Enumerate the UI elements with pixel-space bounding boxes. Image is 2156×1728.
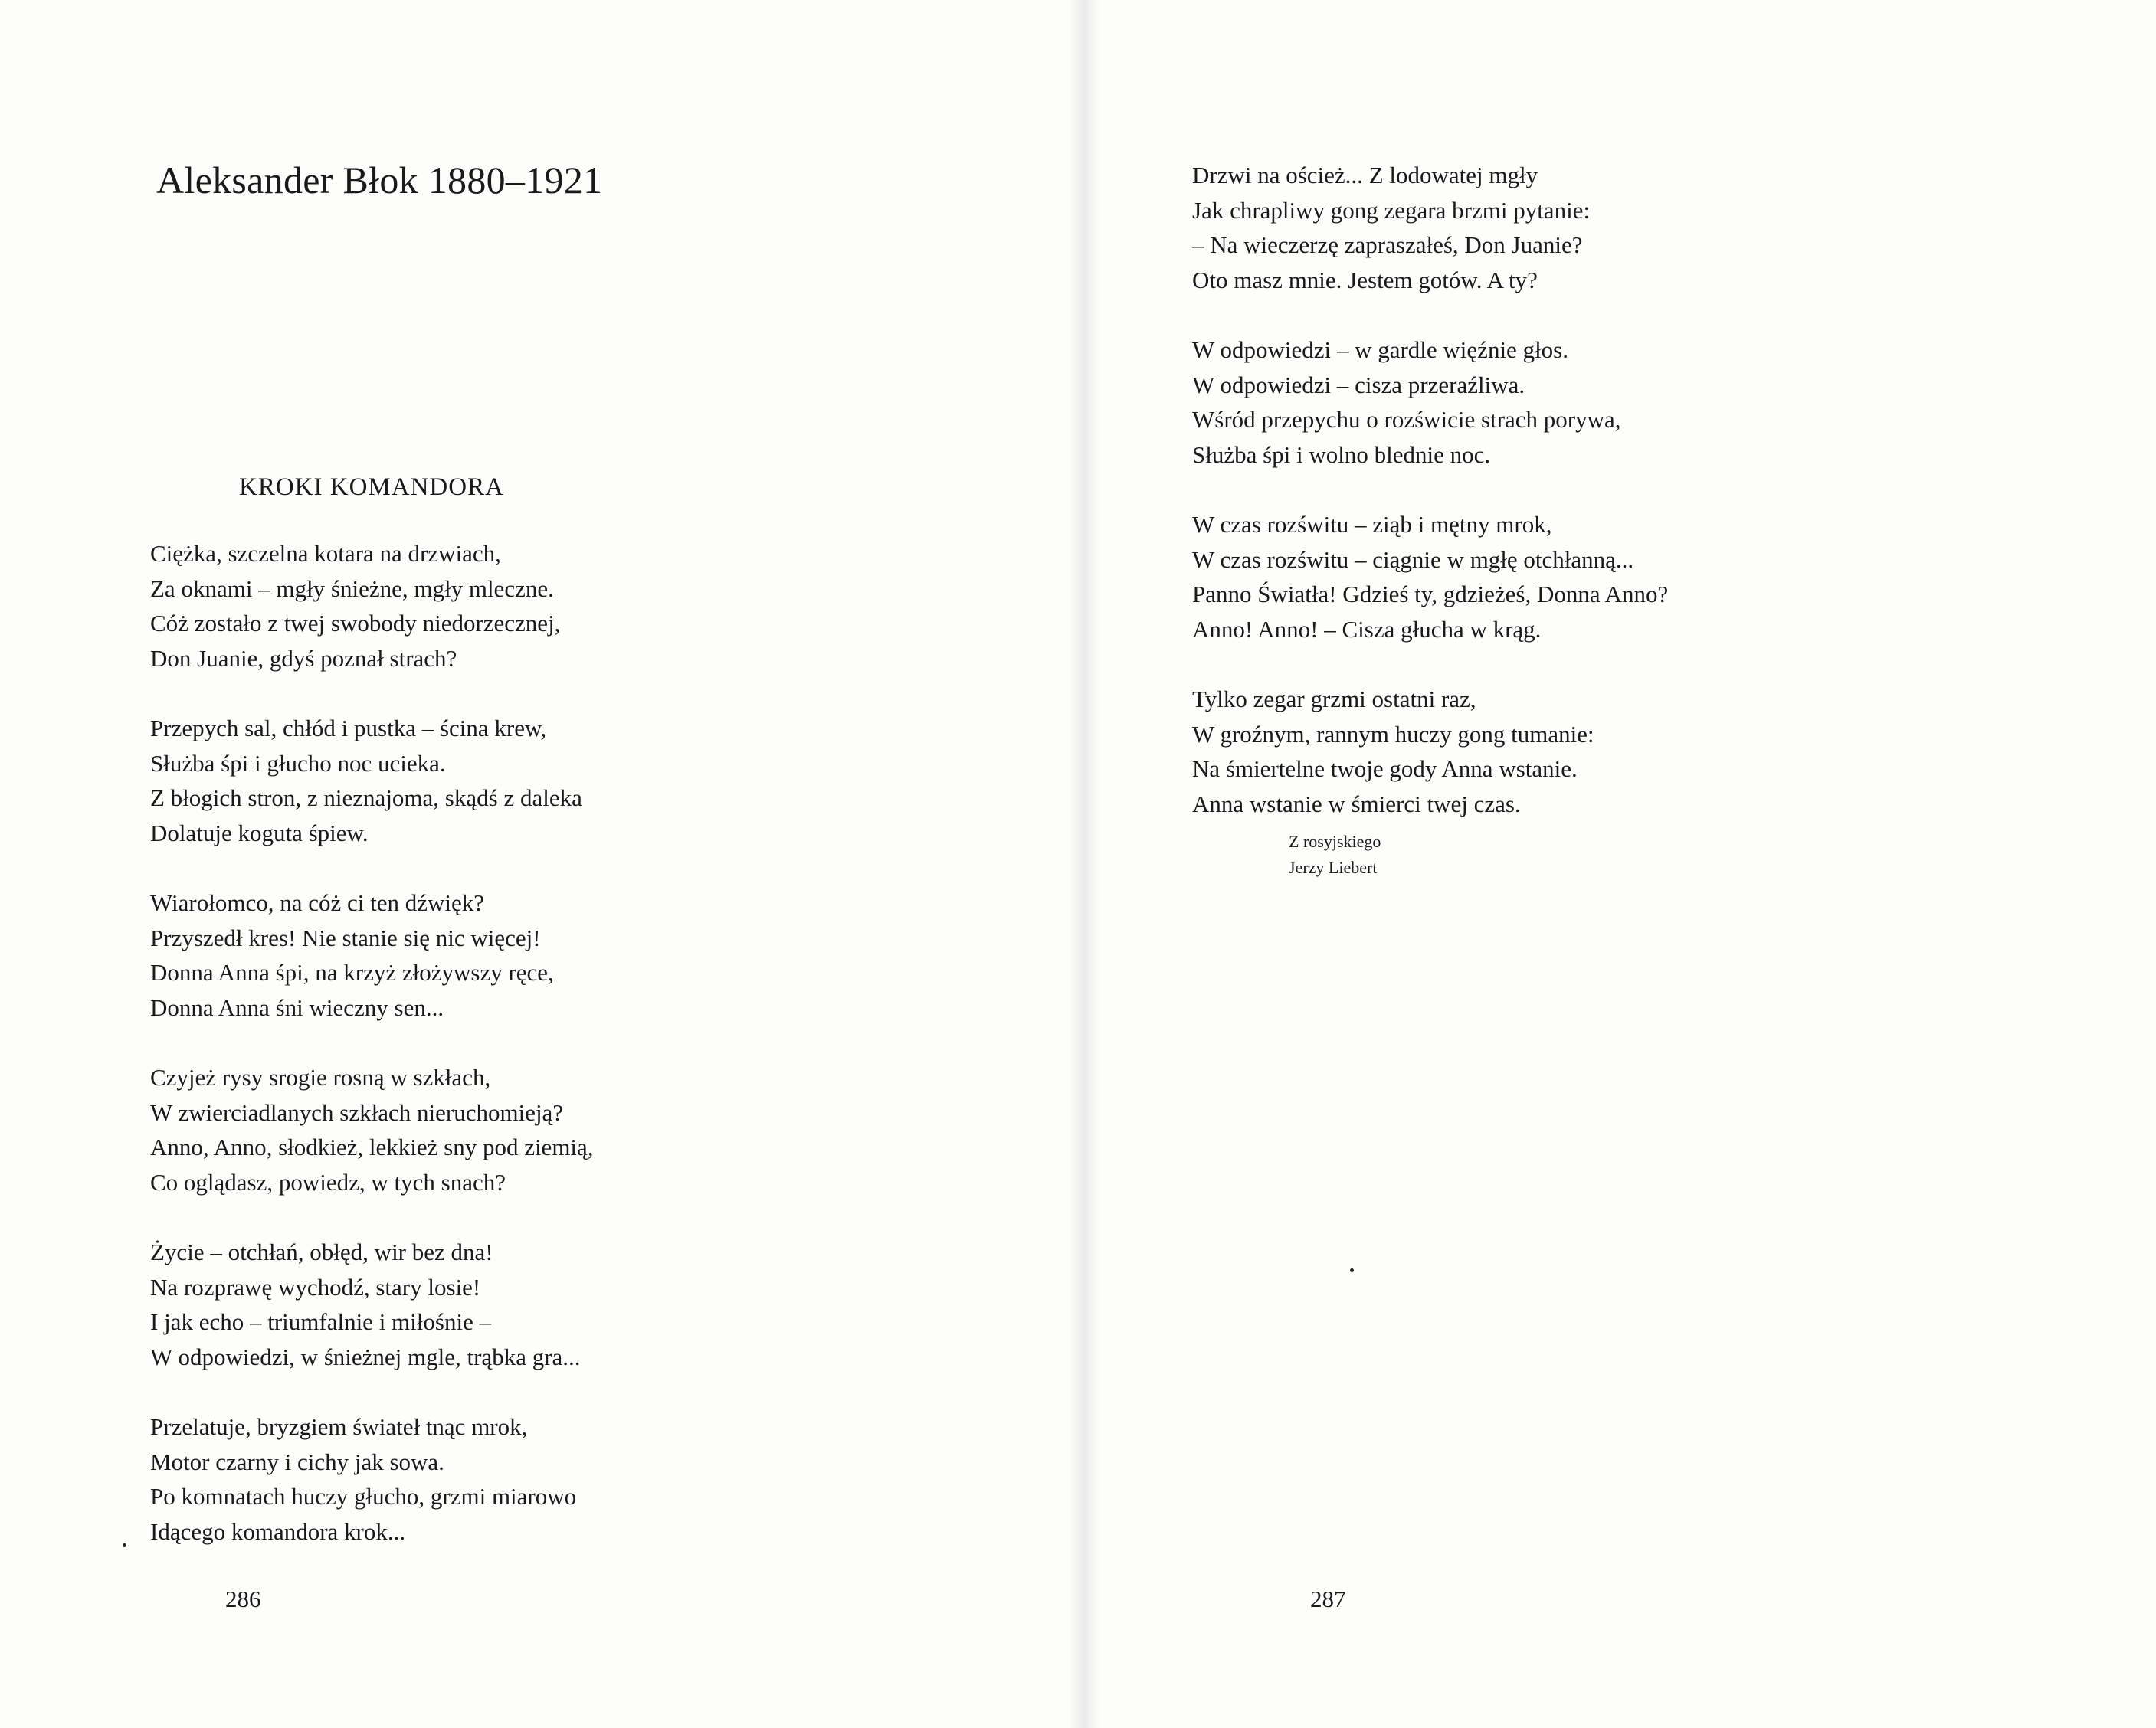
poem-line: Dolatuje koguta śpiew.: [150, 819, 369, 846]
poem-line: W odpowiedzi – cisza przeraźliwa.: [1192, 371, 1525, 398]
poem-line: Służba śpi i wolno blednie noc.: [1192, 440, 1491, 468]
poem-line: Oto masz mnie. Jestem gotów. A ty?: [1192, 266, 1538, 293]
poem-line: Motor czarny i cichy jak sowa.: [150, 1448, 444, 1475]
poem-line: Przyszedł kres! Nie stanie się nic więcej!: [150, 924, 541, 951]
print-speck: [123, 1543, 126, 1547]
poem-line: Panno Światła! Gdzieś ty, gdzieżeś, Donna Anno?: [1192, 581, 1669, 607]
poem-line: Jak chrapliwy gong zegara brzmi pytanie:: [1192, 196, 1591, 224]
poem-line: Wśród przepychu o rozświcie strach porywa,: [1192, 406, 1621, 433]
poem-line: Czyjeż rysy srogie rosną w szkłach,: [150, 1064, 491, 1091]
poem-line: Drzwi na oścież... Z lodowatej mgły: [1192, 162, 1538, 188]
stanza: [1192, 158, 1668, 297]
poem-line: Po komnatach huczy głucho, grzmi miarowo: [150, 1483, 577, 1510]
poem-line: Anno! Anno! – Cisza głucha w krąg.: [1192, 615, 1542, 643]
stanza: [1192, 332, 1668, 472]
poem-line: W czas rozświtu – ziąb i mętny mrok,: [1192, 511, 1552, 538]
poem-line: Co oglądasz, powiedz, w tych snach?: [150, 1168, 506, 1196]
page-number-left: 286: [225, 1586, 261, 1612]
author-heading: Aleksander Błok 1880–1921: [156, 159, 603, 201]
poem-line: Anno, Anno, słodkież, lekkież sny pod ziemią,: [150, 1134, 594, 1160]
poem-line: Idącego komandora krok...: [150, 1517, 406, 1545]
poem-line: Na rozprawę wychodź, stary losie!: [150, 1273, 481, 1301]
print-speck: [1350, 1268, 1354, 1272]
stanza: [150, 1060, 594, 1199]
poem-line: Don Juanie, gdyś poznał strach?: [150, 644, 457, 672]
poem-line: Z błogich stron, z nieznajoma, skądś z daleka: [150, 784, 582, 811]
poem-line: Przepych sal, chłód i pustka – ścina krew,: [150, 715, 547, 741]
poem-line: Wiarołomco, na cóż ci ten dźwięk?: [150, 889, 484, 916]
poem-line: Życie – otchłań, obłęd, wir bez dna!: [150, 1239, 493, 1265]
poem-line: Anna wstanie w śmierci twej czas.: [1192, 790, 1521, 817]
translation-note: [1289, 829, 1381, 881]
poem-line: Cóż zostało z twej swobody niedorzecznej,: [150, 610, 561, 637]
translation-source-language: Z rosyjskiego: [1289, 832, 1381, 851]
left-page: [0, 0, 1073, 1728]
poem-line: Donna Anna śpi, na krzyż złożywszy ręce,: [150, 959, 554, 986]
stanza: [150, 536, 594, 676]
poem-line: Na śmiertelne twoje gody Anna wstanie.: [1192, 755, 1578, 782]
left-poem-body: [150, 536, 594, 1584]
poem-title: KROKI KOMANDORA: [239, 473, 504, 501]
page-number-right: 287: [1310, 1586, 1346, 1612]
stanza: [150, 711, 594, 850]
stanza: [150, 1409, 594, 1549]
poem-line: W zwierciadlanych szkłach nieruchomieją?: [150, 1098, 564, 1126]
stanza: [150, 885, 594, 1025]
poem-line: Za oknami – mgły śnieżne, mgły mleczne.: [150, 574, 554, 602]
poem-line: I jak echo – triumfalnie i miłośnie –: [150, 1308, 492, 1335]
translator-name: Jerzy Liebert: [1289, 858, 1378, 877]
poem-line: W groźnym, rannym huczy gong tumanie:: [1192, 720, 1594, 748]
poem-line: Służba śpi i głucho noc ucieka.: [150, 749, 446, 777]
poem-line: W czas rozświtu – ciągnie w mgłę otchłanną...: [1192, 545, 1634, 573]
poem-line: W odpowiedzi – w gardle więźnie głos.: [1192, 336, 1568, 363]
poem-line: Przelatuje, bryzgiem świateł tnąc mrok,: [150, 1413, 528, 1440]
stanza: [1192, 682, 1668, 821]
poem-line: Ciężka, szczelna kotara na drzwiach,: [150, 540, 501, 567]
right-poem-body: [1192, 158, 1668, 856]
poem-line: – Na wieczerzę zapraszałeś, Don Juanie?: [1192, 231, 1583, 258]
stanza: [150, 1235, 594, 1374]
stanza: [1192, 507, 1668, 646]
poem-line: W odpowiedzi, w śnieżnej mgle, trąbka gra...: [150, 1343, 581, 1370]
poem-line: Tylko zegar grzmi ostatni raz,: [1192, 686, 1476, 712]
right-page: [1088, 0, 2156, 1728]
poem-line: Donna Anna śni wieczny sen...: [150, 993, 444, 1021]
